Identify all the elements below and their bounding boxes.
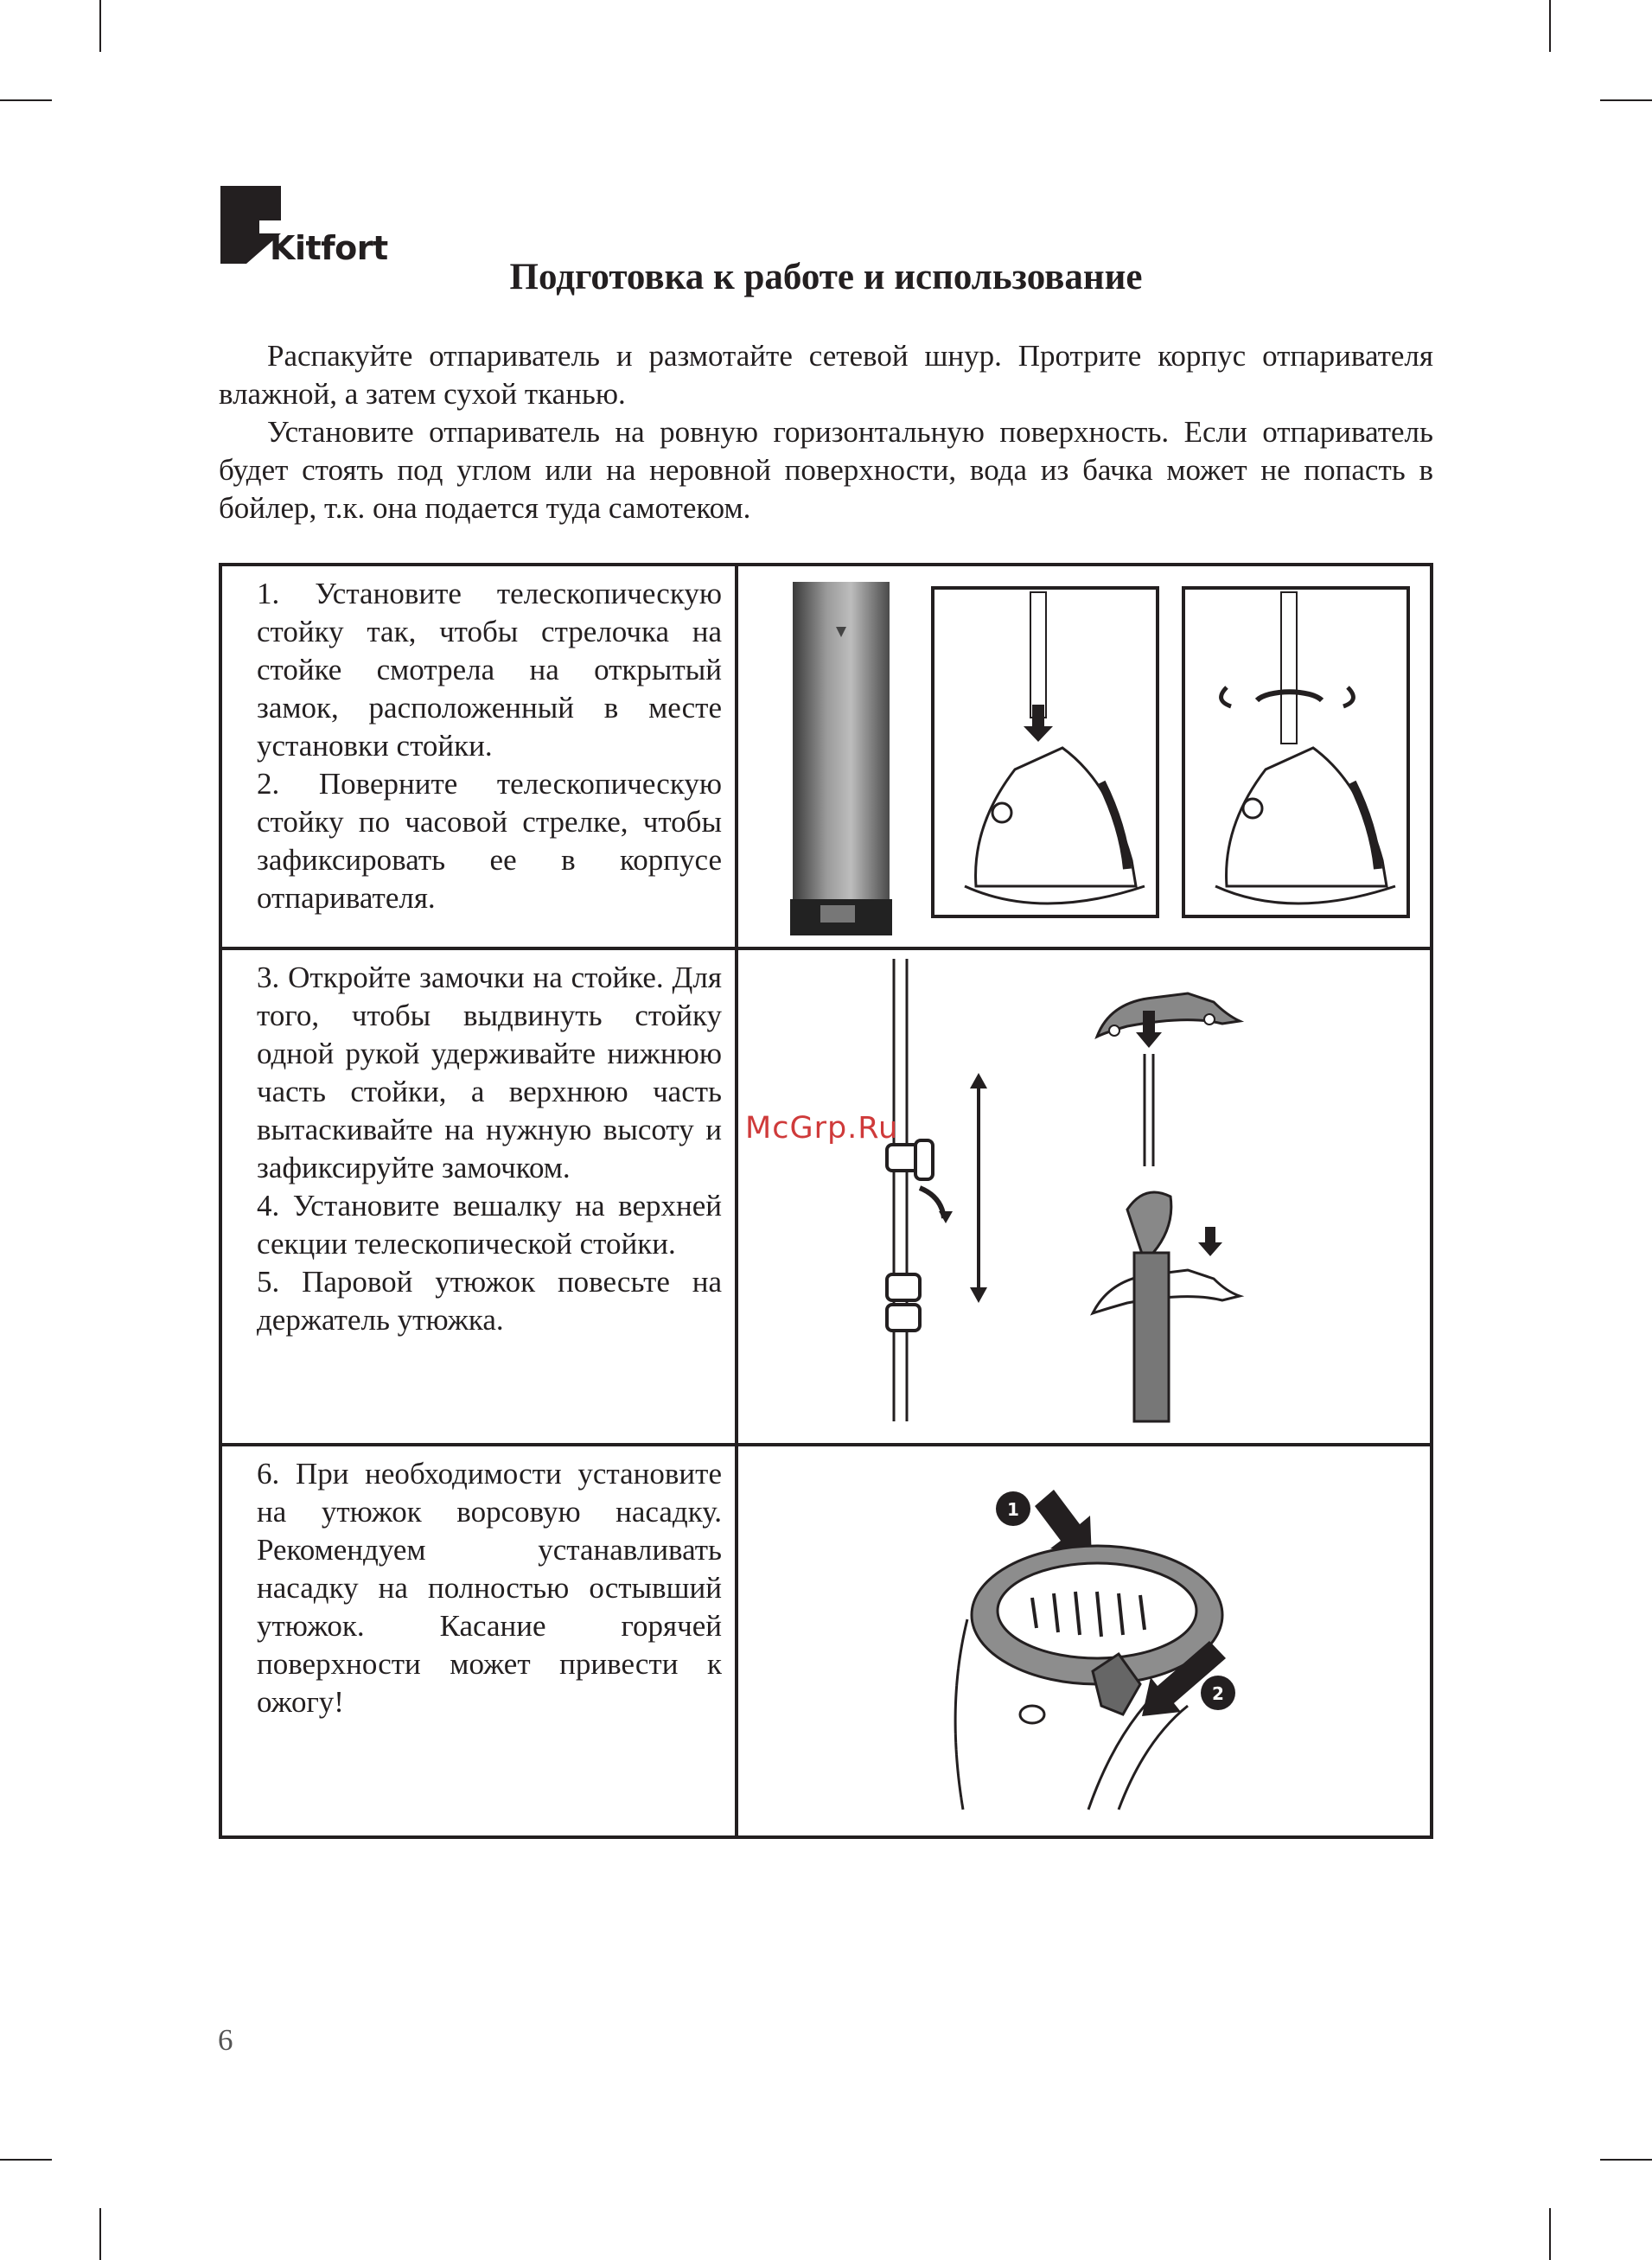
intro-paragraph: Установите отпариватель на ровную горизонтальную поверхность. Если отпариватель будет стоять под углом или на неровной поверхности, вода из бачка может не попасть в бойлер, т.к. она подается туда самотеком. — [219, 415, 1433, 525]
crop-mark — [1600, 99, 1652, 101]
brand-name: Kitfort — [270, 229, 388, 267]
hanger-installation-illustration — [738, 950, 1430, 1434]
intro-paragraph: Распакуйте отпариватель и размотайте сетевой шнур. Протрите корпус отпаривателя влажной, а затем сухой тканью. — [219, 339, 1433, 411]
watermark: McGrp.Ru — [745, 1111, 899, 1146]
page-title: Подготовка к работе и использование — [509, 257, 1143, 297]
step-text-cell — [220, 565, 737, 948]
step-text: 3. Откройте замочки на стойке. Для того, чтобы выдвинуть стойку одной рукой удерживайте нижнюю часть стойки, а верхнюю часть вытаскивайте на нужную высоту и зафиксируйте замочком. — [257, 961, 722, 1184]
step-text: 5. Паровой утюжок повесьте на держатель утюжка. — [257, 1265, 722, 1337]
step-text-cell — [220, 948, 737, 1445]
crop-mark — [1600, 2159, 1652, 2161]
crop-mark — [0, 2159, 52, 2161]
step-text-cell — [220, 1445, 737, 1837]
instructions-table — [219, 563, 1433, 1839]
crop-mark — [99, 2208, 101, 2260]
crop-mark — [99, 0, 101, 52]
crop-mark — [1549, 0, 1551, 52]
brush-attachment-illustration — [738, 1446, 1430, 1827]
table-row — [220, 565, 1432, 948]
crop-mark — [0, 99, 52, 101]
step-illustration-cell — [737, 948, 1432, 1445]
step-text: 2. Поверните телескопическую стойку по часовой стрелке, чтобы зафиксировать ее в корпусе отпаривателя. — [257, 767, 722, 915]
step-text: 4. Установите вешалку на верхней секции телескопической стойки. — [257, 1189, 722, 1261]
badge-label: 1 — [1007, 1499, 1019, 1520]
badge-label: 2 — [1212, 1683, 1224, 1704]
page-number: 6 — [218, 2023, 233, 2057]
step-illustration-cell — [737, 565, 1432, 948]
pole-installation-illustration — [738, 566, 1430, 938]
table-row — [220, 1445, 1432, 1837]
table-row — [220, 948, 1432, 1445]
crop-mark — [1549, 2208, 1551, 2260]
step-text: 6. При необходимости установите на утюжок ворсовую насадку. Рекомендуем устанавливать насадку на полностью остывший утюжок. Касание горячей поверхности может привести к ожогу! — [257, 1457, 722, 1719]
step-text: 1. Установите телескопическую стойку так, чтобы стрелочка на стойке смотрела на открытый замок, расположенный в месте установки стойки. — [257, 577, 722, 763]
intro-text — [219, 337, 1433, 527]
step-illustration-cell — [737, 1445, 1432, 1837]
